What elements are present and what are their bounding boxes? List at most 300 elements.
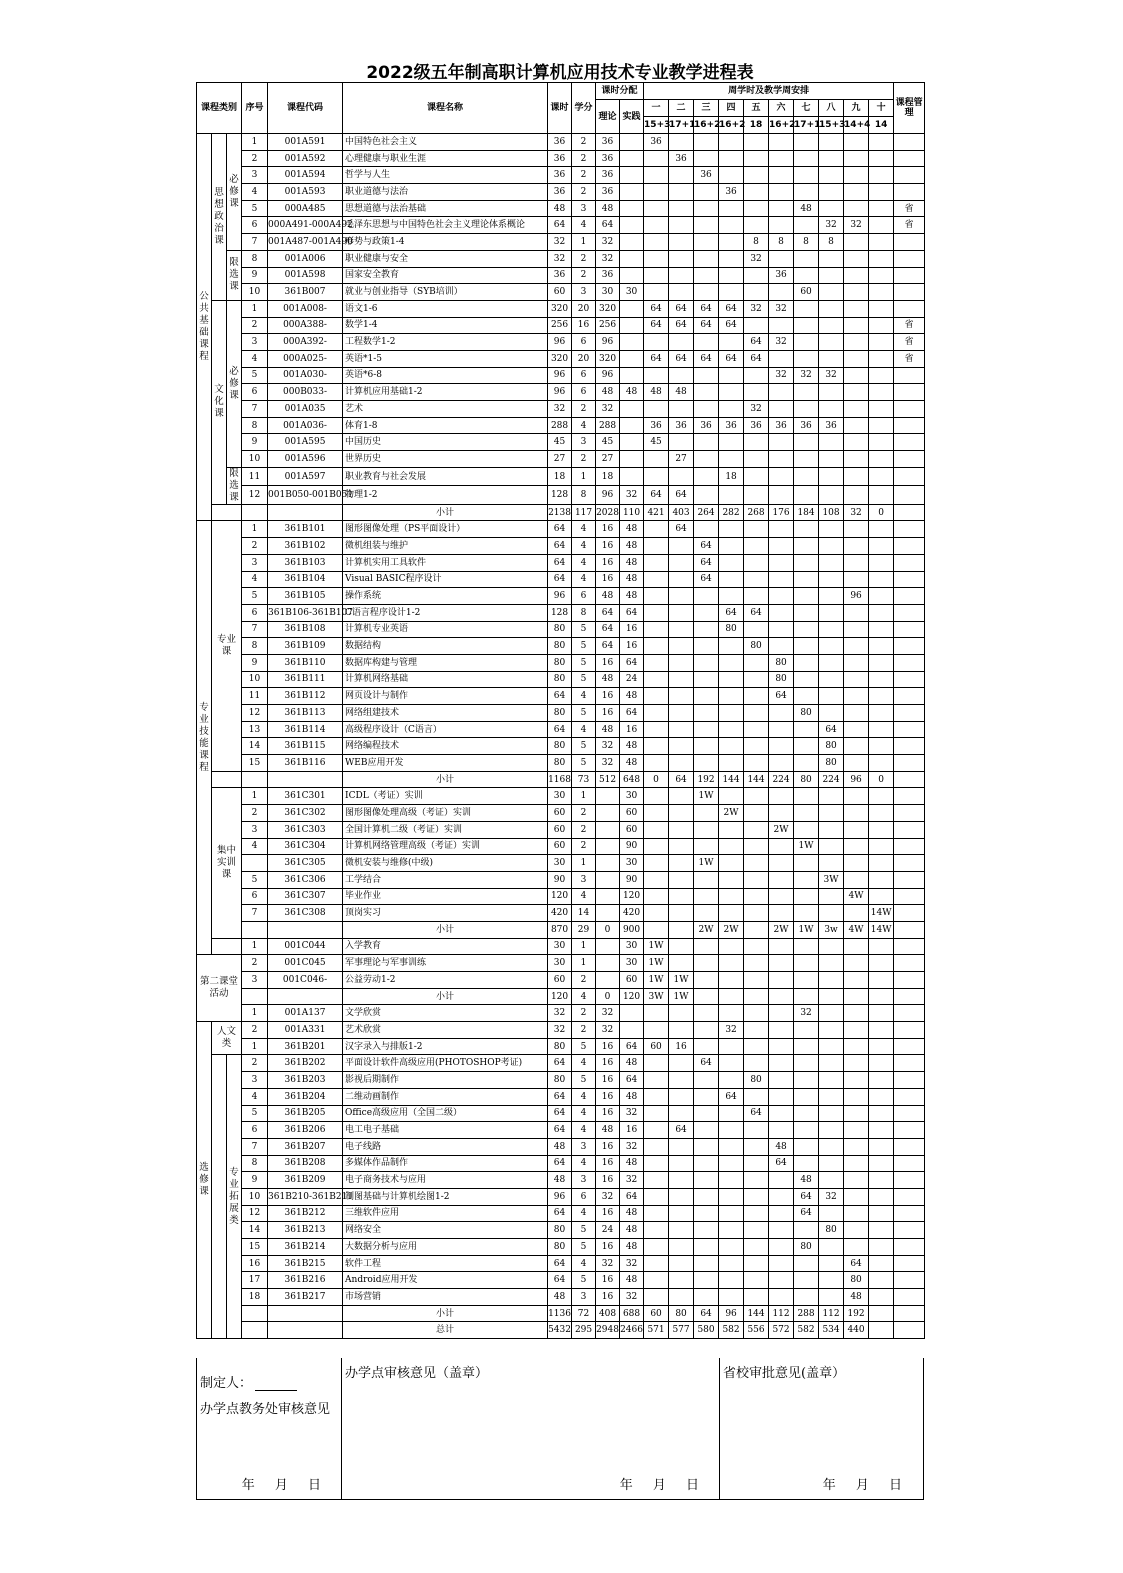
cell-week-1 (644, 521, 669, 538)
cell-week-9: 192 (844, 1305, 869, 1322)
cell-mgmt (894, 384, 925, 401)
cell-week-8 (819, 938, 844, 955)
cell-seq: 12 (242, 1205, 268, 1222)
cell-theory: 16 (596, 1155, 620, 1172)
cell-week-10 (869, 938, 894, 955)
cell-week-5 (744, 167, 769, 184)
table-row (197, 1172, 925, 1189)
group-extension: 专业拓展类 (227, 1055, 242, 1339)
cell-week-10 (869, 184, 894, 201)
cell-week-2: 27 (669, 451, 694, 468)
cell-name: 工学结合 (343, 871, 548, 888)
cell-week-3 (694, 150, 719, 167)
cell-week-1 (644, 1205, 669, 1222)
cell-practice: 16 (620, 638, 644, 655)
cell-seq: 7 (242, 621, 268, 638)
cell-week-1 (644, 571, 669, 588)
cell-week-10 (869, 250, 894, 267)
table-row (197, 788, 925, 805)
cell-week-2 (669, 250, 694, 267)
cell-week-8 (819, 654, 844, 671)
cell-week-6: 2W (769, 821, 794, 838)
cell-seq: 9 (242, 434, 268, 451)
cell-week-2: 1W (669, 988, 694, 1005)
cell-week-9 (844, 467, 869, 486)
cell-week-6: 2W (769, 921, 794, 938)
cell-theory: 16 (596, 1138, 620, 1155)
cell-week-3: 64 (694, 538, 719, 555)
cell-code: 001A137 (268, 1005, 343, 1022)
cell-week-2 (669, 1022, 694, 1039)
cell-mgmt (894, 855, 925, 872)
cell-name: 中国特色社会主义 (343, 134, 548, 151)
table-row (197, 671, 925, 688)
cell-name: 影视后期制作 (343, 1072, 548, 1089)
cell-name: 世界历史 (343, 451, 548, 468)
cell-credit: 2 (572, 451, 596, 468)
cell-mgmt (894, 401, 925, 418)
cell-week-10 (869, 334, 894, 351)
cell-week-2 (669, 367, 694, 384)
cell-practice: 30 (620, 788, 644, 805)
cell-name: 公益劳动1-2 (343, 972, 548, 989)
cell-week-8 (819, 401, 844, 418)
cell-week-10 (869, 200, 894, 217)
table-row (197, 217, 925, 234)
cell-week-6 (769, 250, 794, 267)
cell-week-5 (744, 1038, 769, 1055)
date-3: 年 月 日 (822, 1478, 910, 1493)
cell-week-7 (794, 755, 819, 772)
cell-week-9: 440 (844, 1322, 869, 1339)
header-weeks-4: 16+2 (719, 117, 744, 134)
cell-week-6 (769, 150, 794, 167)
cell-week-7 (794, 150, 819, 167)
cell-code: 001A030- (268, 367, 343, 384)
cell-code: 361B202 (268, 1055, 343, 1072)
table-row (197, 521, 925, 538)
cell-code: 361B205 (268, 1105, 343, 1122)
cell-week-1 (644, 871, 669, 888)
cell-practice: 48 (620, 738, 644, 755)
header-weeks-10: 14 (869, 117, 894, 134)
cell-week-4 (719, 367, 744, 384)
cell-week-9 (844, 167, 869, 184)
cell-week-2 (669, 1222, 694, 1239)
cell-seq: 6 (242, 888, 268, 905)
table-row (197, 284, 925, 301)
cell-week-4 (719, 788, 744, 805)
cell-theory: 64 (596, 638, 620, 655)
cell-week-1 (644, 401, 669, 418)
cell-week-4 (719, 1172, 744, 1189)
cell-week-4 (719, 1272, 744, 1289)
cell-week-3 (694, 384, 719, 401)
cell-week-3 (694, 284, 719, 301)
cell-seq: 7 (242, 401, 268, 418)
cell-week-5 (744, 1272, 769, 1289)
cell-theory (596, 955, 620, 972)
cell-week-8 (819, 821, 844, 838)
cell-week-5: 144 (744, 1305, 769, 1322)
cell-theory: 16 (596, 554, 620, 571)
cell-hours: 36 (548, 267, 572, 284)
cell-mgmt (894, 417, 925, 434)
cell-week-4 (719, 721, 744, 738)
cell-week-2: 80 (669, 1305, 694, 1322)
cell-week-2 (669, 434, 694, 451)
cell-week-4 (719, 705, 744, 722)
cell-week-3: 36 (694, 417, 719, 434)
cell-week-9 (844, 1055, 869, 1072)
cell-week-4: 2W (719, 921, 744, 938)
cell-week-7 (794, 905, 819, 922)
header-category: 课程类别 (197, 83, 242, 134)
cell-theory: 48 (596, 1122, 620, 1139)
cell-theory: 16 (596, 521, 620, 538)
cell-week-5 (744, 988, 769, 1005)
cell-week-3 (694, 486, 719, 505)
cell-practice: 48 (620, 538, 644, 555)
cell-week-4 (719, 1138, 744, 1155)
cell-seq: 1 (242, 1038, 268, 1055)
cell-week-10 (869, 350, 894, 367)
table-row (197, 1105, 925, 1122)
cell-code: 001A035 (268, 401, 343, 418)
cell-week-4 (719, 486, 744, 505)
cell-week-2 (669, 755, 694, 772)
cell-name: Office高级应用（全国二级） (343, 1105, 548, 1122)
cell-week-7 (794, 671, 819, 688)
header-semester-10: 十 (869, 100, 894, 117)
cell-week-8: 80 (819, 1222, 844, 1239)
cell-seq: 1 (242, 1005, 268, 1022)
cell-week-6 (769, 1038, 794, 1055)
cell-week-10 (869, 451, 894, 468)
table-row (197, 838, 925, 855)
cell-name: 操作系统 (343, 588, 548, 605)
cell-week-8 (819, 955, 844, 972)
cell-credit: 117 (572, 504, 596, 521)
cell-practice: 48 (620, 384, 644, 401)
cell-week-10 (869, 621, 894, 638)
cell-hours: 27 (548, 451, 572, 468)
cell-practice (620, 167, 644, 184)
cell-week-1 (644, 1172, 669, 1189)
header-code: 课程代码 (268, 83, 343, 134)
cell-week-10 (869, 1272, 894, 1289)
cell-week-5 (744, 1022, 769, 1039)
cell-week-2 (669, 738, 694, 755)
cell-week-4 (719, 1055, 744, 1072)
cell-week-10 (869, 300, 894, 317)
cell-week-7: 32 (794, 367, 819, 384)
cell-week-3 (694, 871, 719, 888)
cell-theory: 0 (596, 921, 620, 938)
cell-credit: 2 (572, 972, 596, 989)
cell-code: 361B105 (268, 588, 343, 605)
cell-week-3: 64 (694, 554, 719, 571)
cell-week-2: 403 (669, 504, 694, 521)
cell-week-8 (819, 1005, 844, 1022)
cell-code: 361B109 (268, 638, 343, 655)
cell-week-10: 14W (869, 905, 894, 922)
cell-code (268, 771, 343, 788)
cell-week-7 (794, 134, 819, 151)
cell-week-1: 1W (644, 972, 669, 989)
cell-week-7 (794, 805, 819, 822)
cell-week-7 (794, 588, 819, 605)
cell-mgmt (894, 671, 925, 688)
cell-code (268, 988, 343, 1005)
cell-week-7 (794, 738, 819, 755)
cell-week-2 (669, 871, 694, 888)
cell-week-7: 60 (794, 284, 819, 301)
cell-code: 361C305 (268, 855, 343, 872)
table-row (197, 755, 925, 772)
cell-week-6 (769, 1122, 794, 1139)
cell-week-4: 80 (719, 621, 744, 638)
cell-seq: 9 (242, 267, 268, 284)
cell-week-1 (644, 1005, 669, 1022)
cell-code: 001C045 (268, 955, 343, 972)
cell-week-2 (669, 1172, 694, 1189)
cell-practice: 90 (620, 838, 644, 855)
curriculum-table (196, 82, 925, 1339)
cell-week-6: 36 (769, 417, 794, 434)
cell-week-2: 1W (669, 972, 694, 989)
cell-week-5: 556 (744, 1322, 769, 1339)
cell-week-1: 48 (644, 384, 669, 401)
cell-week-1 (644, 905, 669, 922)
cell-name: 微机组装与维护 (343, 538, 548, 555)
cell-mgmt (894, 571, 925, 588)
header-theory: 理论 (596, 100, 620, 134)
cell-mgmt (894, 1138, 925, 1155)
cell-hours: 90 (548, 871, 572, 888)
cell-hours: 128 (548, 604, 572, 621)
cell-name: 制图基础与计算机绘图1-2 (343, 1188, 548, 1205)
cell-credit: 5 (572, 1239, 596, 1256)
table-row (197, 1289, 925, 1306)
date-1: 年 月 日 (241, 1478, 329, 1493)
header-weeks-1: 15+3 (644, 117, 669, 134)
cell-name: 职业健康与安全 (343, 250, 548, 267)
cell-week-10 (869, 705, 894, 722)
cell-week-4 (719, 1038, 744, 1055)
cell-theory: 0 (596, 988, 620, 1005)
cell-week-2 (669, 921, 694, 938)
cell-week-8 (819, 905, 844, 922)
cell-week-2 (669, 267, 694, 284)
cell-hours: 64 (548, 688, 572, 705)
maker-signature-line[interactable] (255, 1378, 297, 1391)
cell-name: 网络安全 (343, 1222, 548, 1239)
cell-mgmt (894, 434, 925, 451)
cell-hours: 45 (548, 434, 572, 451)
cell-seq: 7 (242, 234, 268, 251)
academic-office-label: 办学点教务处审核意见 (200, 1402, 331, 1417)
cell-hours: 30 (548, 955, 572, 972)
cell-week-10 (869, 855, 894, 872)
cell-week-6 (769, 888, 794, 905)
cell-mgmt (894, 1205, 925, 1222)
cell-week-10 (869, 486, 894, 505)
cell-week-9 (844, 384, 869, 401)
cell-week-7 (794, 1138, 819, 1155)
cell-week-7: 80 (794, 771, 819, 788)
cell-mgmt (894, 1255, 925, 1272)
cell-week-3 (694, 200, 719, 217)
cell-hours: 288 (548, 417, 572, 434)
cell-week-2 (669, 184, 694, 201)
cell-seq: 10 (242, 284, 268, 301)
date-2: 年 月 日 (619, 1478, 707, 1493)
cell-code: 361B106-361B107 (268, 604, 343, 621)
cell-week-10 (869, 134, 894, 151)
cell-theory: 45 (596, 434, 620, 451)
cell-theory: 16 (596, 688, 620, 705)
cell-name: 软件工程 (343, 1255, 548, 1272)
cell-week-8: 108 (819, 504, 844, 521)
cell-theory: 16 (596, 1205, 620, 1222)
cell-week-9 (844, 972, 869, 989)
cell-week-3 (694, 217, 719, 234)
cell-week-7: 582 (794, 1322, 819, 1339)
cell-week-7: 36 (794, 417, 819, 434)
cell-theory: 32 (596, 738, 620, 755)
cell-week-8 (819, 855, 844, 872)
cell-week-7 (794, 317, 819, 334)
cell-week-4 (719, 334, 744, 351)
cell-week-3 (694, 451, 719, 468)
cell-seq: 1 (242, 300, 268, 317)
cell-week-6 (769, 1255, 794, 1272)
cell-hours: 64 (548, 1122, 572, 1139)
cell-week-9 (844, 1105, 869, 1122)
cell-name: 网络组建技术 (343, 705, 548, 722)
cell-mgmt (894, 486, 925, 505)
cell-credit: 6 (572, 367, 596, 384)
cell-mgmt: 省 (894, 217, 925, 234)
table-row (197, 538, 925, 555)
cell-week-6 (769, 554, 794, 571)
cell-mgmt (894, 1072, 925, 1089)
cell-week-3 (694, 588, 719, 605)
cell-week-7 (794, 1222, 819, 1239)
cell-week-3 (694, 1205, 719, 1222)
table-row (197, 367, 925, 384)
cell-week-9 (844, 417, 869, 434)
cell-mgmt (894, 467, 925, 486)
subtotal-row (197, 921, 925, 938)
cell-week-6 (769, 638, 794, 655)
cell-week-5 (744, 184, 769, 201)
cell-hours: 96 (548, 334, 572, 351)
cell-week-5 (744, 434, 769, 451)
cell-week-5: 80 (744, 1072, 769, 1089)
cell-practice: 60 (620, 972, 644, 989)
cell-hours: 64 (548, 721, 572, 738)
cell-credit: 2 (572, 250, 596, 267)
cell-code: 361B114 (268, 721, 343, 738)
cell-week-6 (769, 571, 794, 588)
cell-week-7 (794, 184, 819, 201)
cell-practice: 48 (620, 755, 644, 772)
cell-week-8 (819, 317, 844, 334)
cell-code: 361C306 (268, 871, 343, 888)
cell-week-2: 64 (669, 1122, 694, 1139)
cell-week-4 (719, 571, 744, 588)
cell-code: 001A598 (268, 267, 343, 284)
cell-credit: 4 (572, 888, 596, 905)
cell-seq: 14 (242, 1222, 268, 1239)
cell-seq: 14 (242, 738, 268, 755)
cell-week-1: 64 (644, 486, 669, 505)
cell-week-3 (694, 334, 719, 351)
cell-week-8 (819, 972, 844, 989)
cell-week-9 (844, 486, 869, 505)
cell-week-3: 580 (694, 1322, 719, 1339)
cell-theory: 36 (596, 267, 620, 284)
cell-week-8 (819, 1289, 844, 1306)
cell-theory (596, 838, 620, 855)
table-row (197, 621, 925, 638)
cell-week-3: 36 (694, 167, 719, 184)
cell-hours: 320 (548, 300, 572, 317)
cell-hours: 60 (548, 821, 572, 838)
cell-hours: 96 (548, 1188, 572, 1205)
cell-week-9 (844, 1072, 869, 1089)
cell-practice (620, 317, 644, 334)
province-review-section (720, 1358, 922, 1499)
cell-code: 361B115 (268, 738, 343, 755)
cell-week-9 (844, 300, 869, 317)
cell-hours: 60 (548, 972, 572, 989)
cell-theory: 32 (596, 1188, 620, 1205)
cell-hours: 120 (548, 888, 572, 905)
cell-week-6: 176 (769, 504, 794, 521)
cell-credit: 5 (572, 705, 596, 722)
cell-week-3 (694, 1239, 719, 1256)
cell-practice: 48 (620, 521, 644, 538)
cell-theory: 64 (596, 621, 620, 638)
approval-footer (196, 1358, 924, 1500)
cell-name: 全国计算机二级（考证）实训 (343, 821, 548, 838)
cell-hours: 64 (548, 538, 572, 555)
table-row (197, 905, 925, 922)
cell-week-5 (744, 738, 769, 755)
cell-practice (620, 467, 644, 486)
cell-week-6: 32 (769, 300, 794, 317)
cell-seq: 4 (242, 350, 268, 367)
cell-week-9 (844, 521, 869, 538)
cell-week-6 (769, 486, 794, 505)
cell-week-8: 32 (819, 217, 844, 234)
cell-seq: 15 (242, 1239, 268, 1256)
cell-credit: 4 (572, 988, 596, 1005)
cell-practice: 16 (620, 1122, 644, 1139)
cell-code: 361B213 (268, 1222, 343, 1239)
cell-week-2 (669, 284, 694, 301)
cell-name: 网络编程技术 (343, 738, 548, 755)
cell-hours: 256 (548, 317, 572, 334)
cell-practice: 90 (620, 871, 644, 888)
cell-week-5 (744, 538, 769, 555)
cell-hours: 80 (548, 1038, 572, 1055)
cell-week-4: 64 (719, 1088, 744, 1105)
cell-code: 001A008- (268, 300, 343, 317)
